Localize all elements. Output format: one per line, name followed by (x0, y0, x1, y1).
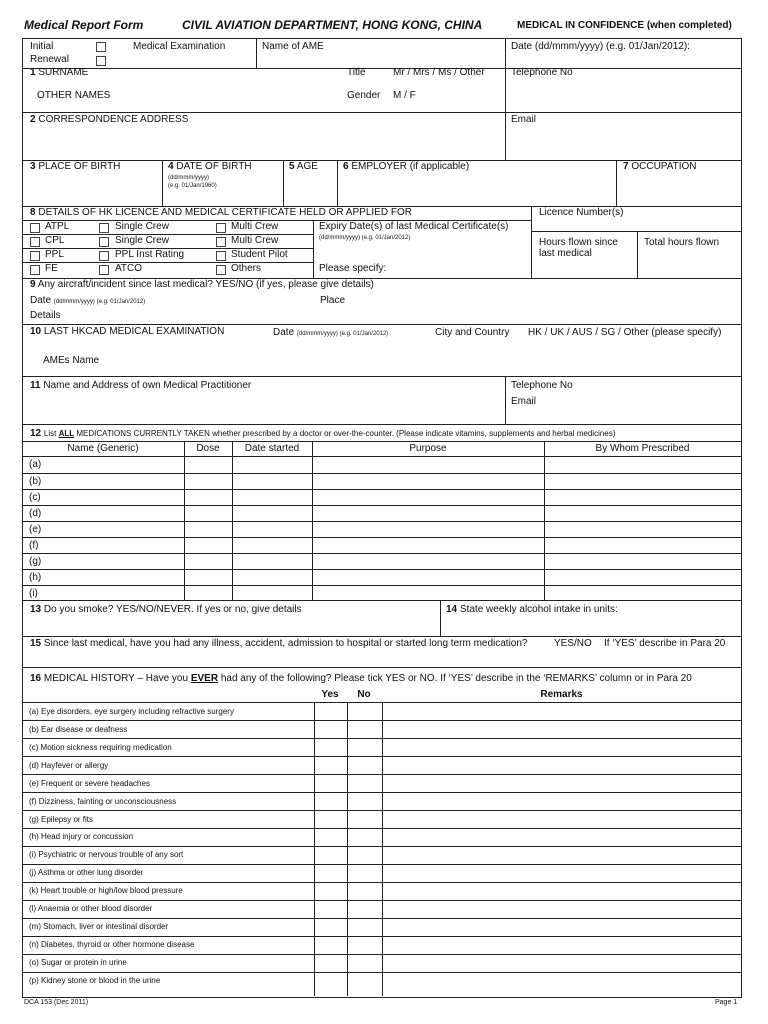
section-1-num: 1 (30, 67, 36, 78)
ppl-label: PPL (45, 249, 64, 260)
hours-since-label: Hours flown since (539, 237, 618, 248)
practitioner-label (30, 380, 251, 391)
history-item-f: (f) Dizziness, fainting or unconsciousness (29, 797, 177, 806)
multi-crew-1-label: Multi Crew (231, 221, 279, 232)
please-specify-label: Please specify: (319, 263, 387, 274)
section-2-num: 2 (30, 114, 36, 125)
smoking-text: Do you smoke? YES/NO/NEVER. If yes or no, give details (43, 604, 302, 615)
incident-date-text: Date (30, 295, 52, 306)
confidential-note: MEDICAL IN CONFIDENCE (when completed) (517, 20, 732, 31)
dob-text: DATE OF BIRTH (176, 161, 252, 172)
section-13-num: 13 (30, 604, 42, 615)
ame-name-label: Name of AME (262, 41, 324, 52)
age-text: AGE (296, 161, 318, 172)
employer-label (343, 161, 469, 172)
section-8-num: 8 (30, 207, 36, 218)
email-label: Email (511, 114, 537, 125)
last-exam-label (30, 326, 224, 337)
illness-text: Since last medical, have you had any illness, accident, admission to hospital or started long term medication? (43, 638, 528, 649)
cpl-label: CPL (45, 235, 65, 246)
medications-heading (30, 428, 615, 439)
title-options: Mr / Mrs / Ms / Other (393, 67, 485, 78)
ppl-checkbox[interactable] (30, 251, 40, 261)
history-item-d: (d) Hayfever or allergy (29, 761, 109, 770)
dob-label (168, 161, 252, 172)
incident-date-format: (dd/mmm/yyyy) (e.g. 01/Jan/2012) (53, 299, 146, 305)
atpl-label: ATPL (45, 221, 70, 232)
medical-history-pre: MEDICAL HISTORY – Have you (43, 673, 191, 684)
section-4-num: 4 (168, 161, 174, 172)
med-row-d: (d) (29, 508, 42, 519)
practitioner-telephone-label: Telephone No (511, 380, 573, 391)
smoking-question (30, 604, 302, 615)
atco-label: ATCO (115, 263, 143, 274)
others-label: Others (231, 263, 262, 274)
history-item-o: (o) Sugar or protein in urine (29, 958, 127, 967)
country-options: HK / UK / AUS / SG / Other (please specify) (528, 327, 722, 338)
med-row-h: (h) (29, 572, 42, 583)
alcohol-question (446, 604, 618, 615)
fe-label: FE (45, 263, 58, 274)
medications-all-word: ALL (58, 429, 75, 438)
city-country-label: City and Country (435, 327, 510, 338)
dob-example: (e.g. 01/Jan/1960) (168, 183, 217, 189)
history-item-a: (a) Eye disorders, eye surgery including refractive surgery (29, 707, 234, 716)
section-9-num: 9 (30, 279, 36, 290)
section-10-num: 10 (30, 326, 42, 337)
student-pilot-label: Student Pilot (231, 249, 288, 260)
alcohol-text: State weekly alcohol intake in units: (459, 604, 618, 615)
address-text: CORRESPONDENCE ADDRESS (38, 114, 189, 125)
med-row-b: (b) (29, 476, 42, 487)
atco-checkbox[interactable] (99, 265, 109, 275)
history-item-i: (i) Psychiatric or nervous trouble of any sort (29, 850, 184, 859)
form-code: DCA 153 (Dec 2011) (24, 999, 89, 1006)
multi-crew-2-label: Multi Crew (231, 235, 279, 246)
total-hours-label: Total hours flown (644, 237, 720, 248)
others-checkbox[interactable] (216, 265, 226, 275)
cpl-checkbox[interactable] (30, 237, 40, 247)
incident-place-label: Place (320, 295, 346, 306)
practitioner-text: Name and Address of own Medical Practitioner (43, 380, 252, 391)
history-item-m: (m) Stomach, liver or intestinal disorder (29, 922, 169, 931)
section-6-num: 6 (343, 161, 349, 172)
incident-question-text: Any aircraft/incident since last medical? YES/NO (if yes, please give details) (37, 279, 374, 290)
occupation-label (623, 161, 697, 172)
medical-history-heading (30, 673, 692, 684)
history-item-g: (g) Epilepsy or fits (29, 815, 94, 824)
employer-text: EMPLOYER (if applicable) (351, 161, 470, 172)
medical-exam-label: Medical Examination (133, 41, 226, 52)
med-row-e: (e) (29, 524, 42, 535)
occupation-text: OCCUPATION (631, 161, 697, 172)
medications-rest-text: MEDICATIONS CURRENTLY TAKEN whether prescribed by a doctor or over-the-counter. (Please indicate vitamins, supplements and herbal medicines) (74, 429, 616, 438)
med-row-g: (g) (29, 556, 42, 567)
medical-history-post: had any of the following? Please tick YES or NO. If ‘YES’ describe in the ‘REMARKS’ column or in Para 20 (218, 673, 692, 684)
dob-format: (dd/mmm/yyyy) (168, 175, 209, 181)
initial-checkbox[interactable] (96, 42, 106, 52)
department-title: CIVIL AVIATION DEPARTMENT, HONG KONG, CHINA (182, 18, 483, 32)
exam-date-label: Date (dd/mmm/yyyy) (e.g. 01/Jan/2012): (511, 41, 690, 52)
section-16-num: 16 (30, 673, 42, 684)
ppl-inst-checkbox[interactable] (99, 251, 109, 261)
gender-options: M / F (393, 90, 416, 101)
incident-date-label (30, 295, 145, 306)
section-14-num: 14 (446, 604, 458, 615)
medical-history-ever: EVER (190, 673, 219, 684)
initial-label: Initial (30, 41, 54, 52)
history-item-p: (p) Kidney stone or blood in the urine (29, 976, 161, 985)
last-exam-date-format: (dd/mmm/yyyy) (e.g. 01/Jan/2012) (296, 331, 389, 337)
med-row-f: (f) (29, 540, 39, 551)
section-11-num: 11 (30, 380, 41, 391)
history-item-c: (c) Motion sickness requiring medication (29, 743, 172, 752)
med-header-prescriber: By Whom Prescribed (595, 443, 690, 454)
section-5-num: 5 (289, 161, 295, 172)
med-header-date: Date started (244, 443, 300, 454)
last-exam-date-text: Date (273, 327, 295, 338)
form-name: Medical Report Form (24, 18, 144, 32)
history-yes-header: Yes (321, 689, 339, 700)
section-12-num: 12 (30, 428, 42, 439)
history-item-n: (n) Diabetes, thyroid or other hormone disease (29, 940, 195, 949)
medications-list-word: List (43, 429, 59, 438)
med-header-purpose: Purpose (409, 443, 447, 454)
section-7-num: 7 (623, 161, 629, 172)
last-exam-text: LAST HKCAD MEDICAL EXAMINATION (43, 326, 225, 337)
illness-if-yes: If ‘YES’ describe in Para 20 (604, 638, 726, 649)
history-item-l: (l) Anaemia or other blood disorder (29, 904, 153, 913)
section-3-num: 3 (30, 161, 36, 172)
licence-numbers-label: Licence Number(s) (539, 207, 624, 218)
history-no-header: No (357, 689, 371, 700)
place-of-birth-text: PLACE OF BIRTH (38, 161, 121, 172)
page-number: Page 1 (715, 999, 738, 1006)
fe-checkbox[interactable] (30, 265, 40, 275)
expiry-label: Expiry Date(s) of last Medical Certificate(s) (319, 221, 509, 232)
expiry-format: (dd/mmm/yyyy) (e.g. 01/Jan/2012) (319, 235, 411, 241)
med-row-c: (c) (29, 492, 41, 503)
single-crew-1-label: Single Crew (115, 221, 169, 232)
renewal-checkbox[interactable] (96, 56, 106, 66)
single-crew-2-label: Single Crew (115, 235, 169, 246)
illness-question (30, 638, 528, 649)
med-row-i: (i) (29, 588, 38, 599)
title-label: Title (347, 67, 366, 78)
practitioner-email-label: Email (511, 396, 537, 407)
med-row-a: (a) (29, 459, 42, 470)
history-item-j: (j) Asthma or other lung disorder (29, 868, 144, 877)
renewal-label: Renewal (30, 54, 69, 65)
gender-label: Gender (347, 90, 381, 101)
illness-yesno: YES/NO (554, 638, 592, 649)
single-crew-1-checkbox[interactable] (99, 223, 109, 233)
last-exam-date-label (273, 327, 388, 338)
telephone-label: Telephone No (511, 67, 573, 78)
history-item-b: (b) Ear disease or deafness (29, 725, 128, 734)
history-remarks-header: Remarks (540, 689, 583, 700)
atpl-checkbox[interactable] (30, 223, 40, 233)
last-medical-label: last medical (539, 248, 592, 259)
incident-question (30, 279, 374, 290)
licence-details-label (30, 207, 412, 218)
licence-details-text: DETAILS OF HK LICENCE AND MEDICAL CERTIFICATE HELD OR APPLIED FOR (38, 207, 412, 218)
ppl-inst-label: PPL Inst Rating (115, 249, 185, 260)
multi-crew-1-checkbox[interactable] (216, 223, 226, 233)
place-of-birth-label (30, 161, 120, 172)
single-crew-2-checkbox[interactable] (99, 237, 109, 247)
address-label (30, 114, 188, 125)
age-label (289, 161, 318, 172)
surname-text: SURNAME (38, 67, 89, 78)
other-names-label: OTHER NAMES (37, 90, 111, 101)
med-header-dose: Dose (196, 443, 220, 454)
history-item-k: (k) Heart trouble or high/low blood pressure (29, 886, 183, 895)
history-item-e: (e) Frequent or severe headaches (29, 779, 150, 788)
ames-name-label: AMEs Name (43, 355, 100, 366)
history-item-h: (h) Head injury or concussion (29, 832, 134, 841)
student-pilot-checkbox[interactable] (216, 251, 226, 261)
section-15-num: 15 (30, 638, 42, 649)
incident-details-label: Details (30, 310, 61, 321)
med-header-name: Name (Generic) (67, 443, 139, 454)
surname-label (30, 67, 88, 78)
multi-crew-2-checkbox[interactable] (216, 237, 226, 247)
